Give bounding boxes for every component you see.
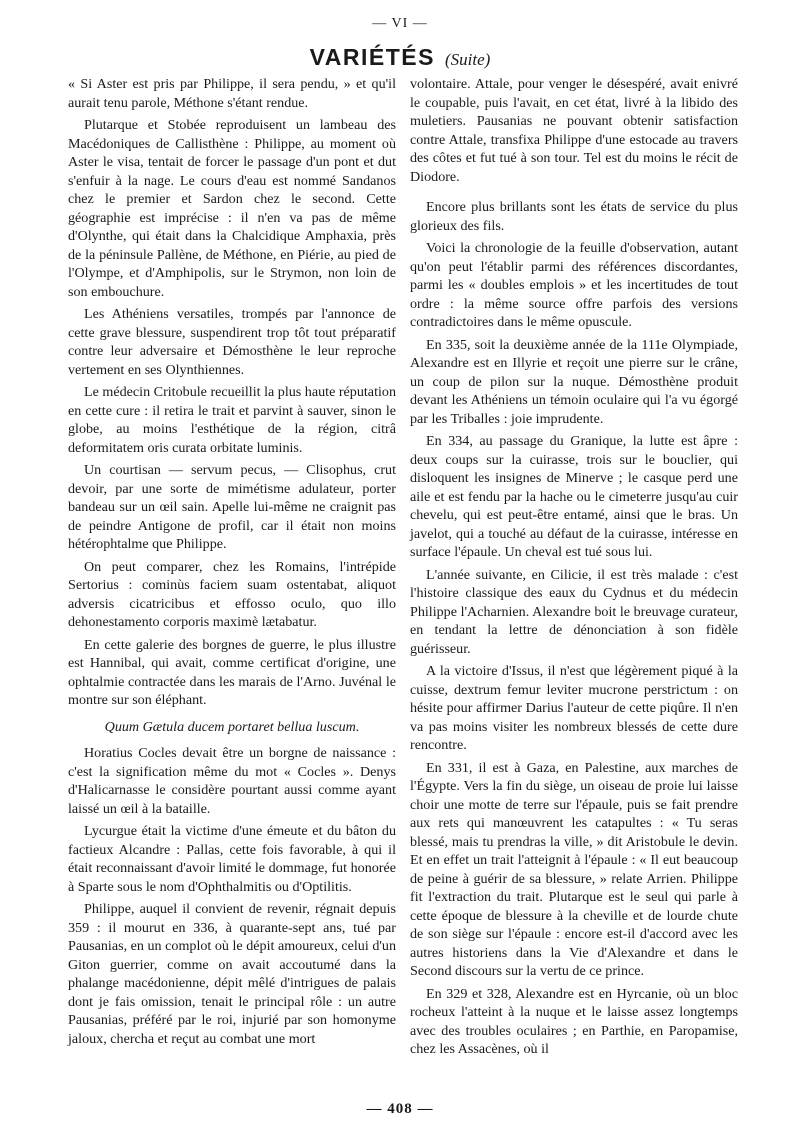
paragraph: Encore plus brillants sont les états de service du plus glorieux des fils. [410,199,738,234]
right-column [410,75,738,1063]
verse-quotation: Quum Gætula ducem portaret bellua luscum. [104,718,360,735]
paragraph: On peut comparer, chez les Romains, l'intrépide Sertorius : cominùs faciem suam ostentabat, aliquot adversis cicatricibus et effosso oculo, quo illo dehonestamento corporis maximè lætabatur. [68,558,396,630]
paragraph: Voici la chronologie de la feuille d'observation, autant qu'on peut l'établir parmi des références discordantes, parmi les « doubles emplois » et les incertitudes de tout ordre : la même source offre parfois des versions contradictoires dans le même opuscule. [410,240,738,330]
paragraph: Horatius Cocles devait être un borgne de naissance : c'est la signification même du mot « Cocles ». Denys d'Halicarnasse le considère pourtant aussi comme ayant laissé un œil à la bataille. [68,745,396,817]
paragraph: A la victoire d'Issus, il n'est que légèrement piqué à la cuisse, dextrum femur leviter mucrone perstrictum : on hésite pour affirmer Darius l'auteur de cette piqûre. Il n'en va pas moins visiter les nombreux blessés de cette dure rencontre. [410,663,738,753]
paragraph: Un courtisan — servum pecus, — Clisophus, crut devoir, par une sorte de mimétisme adulateur, porter bandeau sur un œil sain. Apelle lui-même ne craignit pas de peindre Antigone de profil, car il était non moins hétérophtalme que Philippe. [68,462,396,552]
paragraph: « Si Aster est pris par Philippe, il sera pendu, » et qu'il aurait tenu parole, Méthone s'étant rendue. [68,76,396,111]
paragraph: En cette galerie des borgnes de guerre, le plus illustre est Hannibal, qui avait, comme certificat d'origine, une ophtalmie contractée dans les marais de l'Arno. Juvénal le montre sur son éléphant. [68,636,396,708]
left-column [68,75,396,1052]
paragraph: En 334, au passage du Granique, la lutte est âpre : deux coups sur la cuirasse, trois sur le bouclier, qui disloquent les insignes de Minerve ; le casque perd une aile et est fendu par la hache ou le cimeterre jusqu'au cuir chevelu, qui est peut-être entamé, ainsi que le bras. Un javelot, qui a touché au défaut de la cuirasse, intéresse en surface l'épaule. Un cheval est tué sous lui. [410,433,738,560]
page-number: — 408 — [366,1101,434,1117]
paragraph: L'année suivante, en Cilicie, il est très malade : c'est l'histoire classique des eaux du Cydnus et du médecin Philippe l'Acharnien. Alexandre boit le breuvage curateur, en tendant la lettre de dénonciation à son fidèle guérisseur. [410,566,738,657]
section-title [0,44,800,71]
paragraph: Les Athéniens versatiles, trompés par l'annonce de cette grave blessure, suspendirent trop tôt tout préparatif contre leur adversaire et Démosthène le leur reproche vertement en ses Olynthiennes. [68,306,396,378]
roman-folio: — VI — [372,16,428,31]
paragraph: En 331, il est à Gaza, en Palestine, aux marches de l'Égypte. Vers la fin du siège, un oiseau de proie lui laisse choir une motte de terre sur l'épaule, puis se fait prendre aux rets qui manœuvrent les catapultes : « Tu seras blessé, mais tu prendras la ville, » dit Aristobule le devin. Et en effet un trait l'atteignit à l'épaule : « Il eut beaucoup de peine à guérir de sa blessure, » relate Arrien. Philippe fit l'extraction du trait. Plutarque est le seul qui parle à cette époque de blessure à la cheville et de lourde chute de son siège sur l'épaule : encore est-il d'accord avec les autres historiens dans la Vie d'Alexandre et dans le Second discours sur la vertu de ce prince. [410,759,738,979]
paragraph: Lycurgue était la victime d'une émeute et du bâton du factieux Alcandre : Pallas, cette fois favorable, à qui il était reconnaissant d'avoir limité le dommage, fut honorée à Sparte sous le nom d'Ophthalmitis ou d'Optilitis. [68,823,396,895]
paragraph: En 335, soit la deuxième année de la 111e Olympiade, Alexandre est en Illyrie et reçoit une pierre sur le crâne, un coup de pilon sur la nuque. Démosthène produit devant les Athéniens un témoin oculaire qui l'a vu égorgé par les Triballes : joie imprudente. [410,336,738,427]
paragraph: Philippe, auquel il convient de revenir, régnait depuis 359 : il mourut en 336, à quarante-sept ans, tué par Pausanias, en un complot où le dépit amoureux, celui d'un Giton guerrier, comme on avait accoutumé dans la phalange macédonienne, dépit mêlé d'intrigues de palais dont je fais omission, tenait le principal rôle : un autre Pausanias, préféré par le roi, injurié par son homonyme jaloux, chercha et reçut au combat une mort [68,901,396,1047]
paragraph: Plutarque et Stobée reproduisent un lambeau des Macédoniques de Callisthène : Philippe, au moment où Aster le visa, tentait de forcer le passage d'un pont et dut s'enfuir à la nage. Le cours d'eau est nommé Sandanos chez le premier et Sardon chez le second. Cette géographie est imprécise : il n'en va pas de même d'Olynthe, qui était dans la Chalcidique Amphaxia, près de la péninsule Pallène, de Méthone, en Piérie, au pied de l'Olympe, et d'Amphipolis, sur le Strymon, non loin de son embouchure. [68,117,396,300]
paragraph: volontaire. Attale, pour venger le désespéré, avait enivré le coupable, puis l'avait, en cet état, livré à la libido des muletiers. Pausanias ne pouvant obtenir satisfaction contre Attale, transfixa Philippe d'une estocade au travers des côtes et fut tué à son tour. Tel est du moins le récit de Diodore. [410,76,738,185]
section-title-main: VARIÉTÉS [309,44,435,70]
paragraph: Le médecin Critobule recueillit la plus haute réputation en cette cure : il retira le trait et parvint à sauver, sinon le globe, au moins l'esthétique de la région, citrâ deformitatem oris curata orbitate luminis. [68,384,396,456]
section-title-subtitle: (Suite) [445,50,491,69]
paragraph: En 329 et 328, Alexandre est en Hyrcanie, où un bloc rocheux l'atteint à la nuque et le laisse assez longtemps avec des troubles oculaires ; en Parthie, en Paropamise, chez les Assacènes, où il [410,985,738,1057]
